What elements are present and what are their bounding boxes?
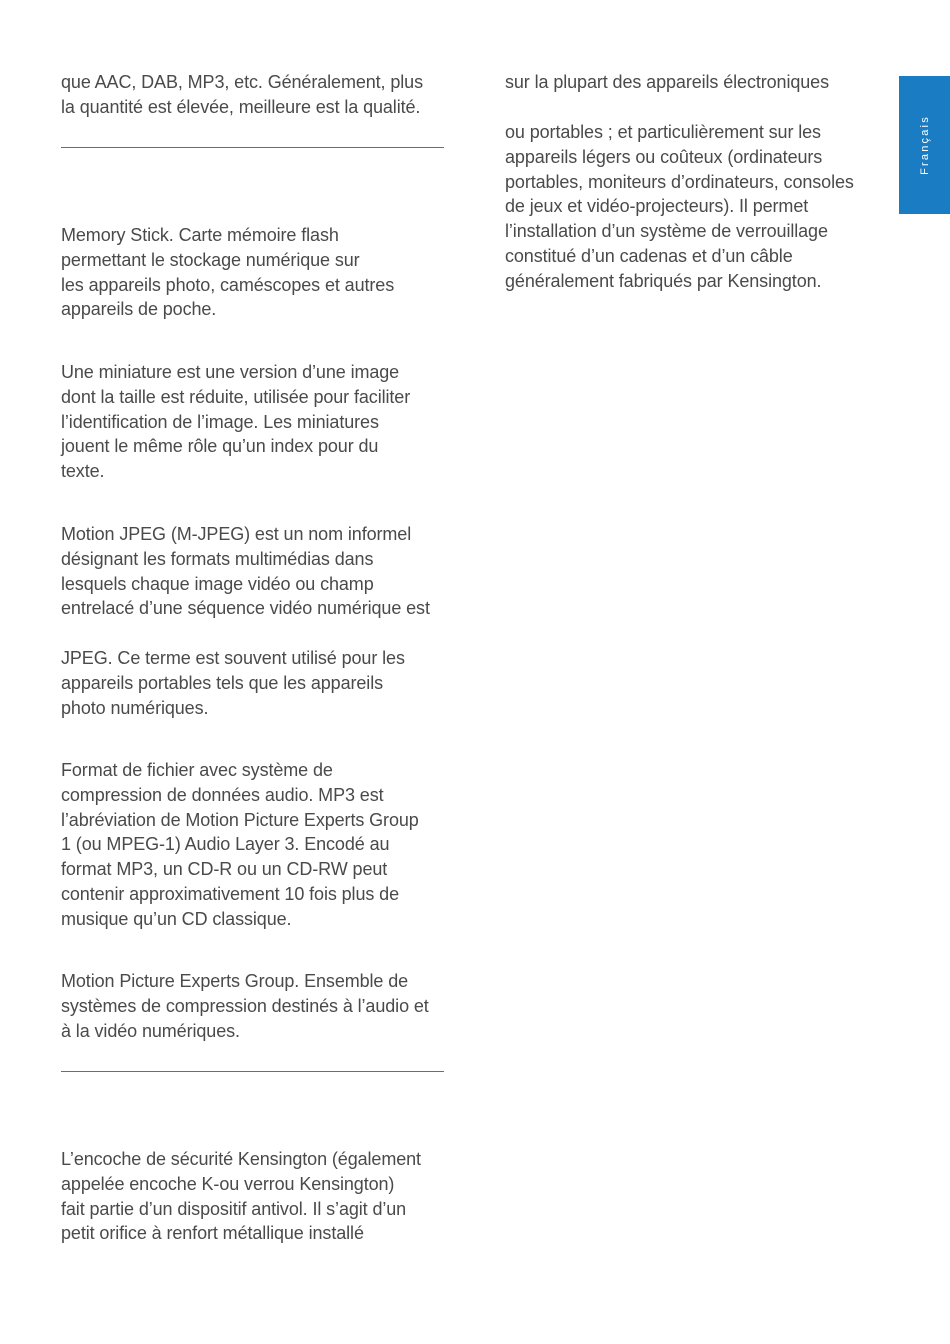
section-divider	[61, 1071, 444, 1072]
section-divider	[61, 147, 444, 148]
paragraph-mjpeg-part2: JPEG. Ce terme est souvent utilisé pour les appareils portables tels que les appareils photo numériques.	[61, 648, 405, 718]
language-tab-label: Français	[918, 115, 931, 175]
paragraph-kensington: L’encoche de sécurité Kensington (également appelée encoche K-ou verrou Kensington) fait partie d’un dispositif antivol. Il s’agit d’un petit orifice à renfort métallique installé	[61, 1149, 421, 1244]
paragraph-devices: sur la plupart des appareils électroniques	[505, 72, 829, 92]
paragraph-portables: ou portables ; et particulièrement sur les appareils légers ou coûteux (ordinateurs portables, moniteurs d’ordinateurs, consoles de jeux et vidéo-projecteurs). Il permet l’installation d’un système de verrouillage constitué d’un cadenas et d’un câble généralement fabriqués par Kensington.	[505, 122, 854, 291]
language-tab	[899, 76, 950, 214]
paragraph-mjpeg-part1: Motion JPEG (M-JPEG) est un nom informel désignant les formats multimédias dans lesquels chaque image vidéo ou champ entrelacé d’une séquence vidéo numérique est	[61, 524, 430, 619]
paragraph-mp3: Format de fichier avec système de compression de données audio. MP3 est l’abréviation de Motion Picture Experts Group 1 (ou MPEG-1) Audio Layer 3. Encodé au format MP3, un CD-R ou un CD-RW peut contenir approximativement 10 fois plus de musique qu’un CD classique.	[61, 760, 419, 929]
paragraph-mpeg: Motion Picture Experts Group. Ensemble de systèmes de compression destinés à l’audio et à la vidéo numériques.	[61, 971, 429, 1041]
paragraph-miniature: Une miniature est une version d’une image dont la taille est réduite, utilisée pour faciliter l’identification de l’image. Les miniatures jouent le même rôle qu’un index pour du texte.	[61, 362, 411, 482]
paragraph-memory-stick: Memory Stick. Carte mémoire flash permettant le stockage numérique sur les appareils photo, caméscopes et autres appareils de poche.	[61, 225, 395, 320]
paragraph-aac-quality: que AAC, DAB, MP3, etc. Généralement, plus la quantité est élevée, meilleure est la qualité.	[61, 72, 423, 117]
